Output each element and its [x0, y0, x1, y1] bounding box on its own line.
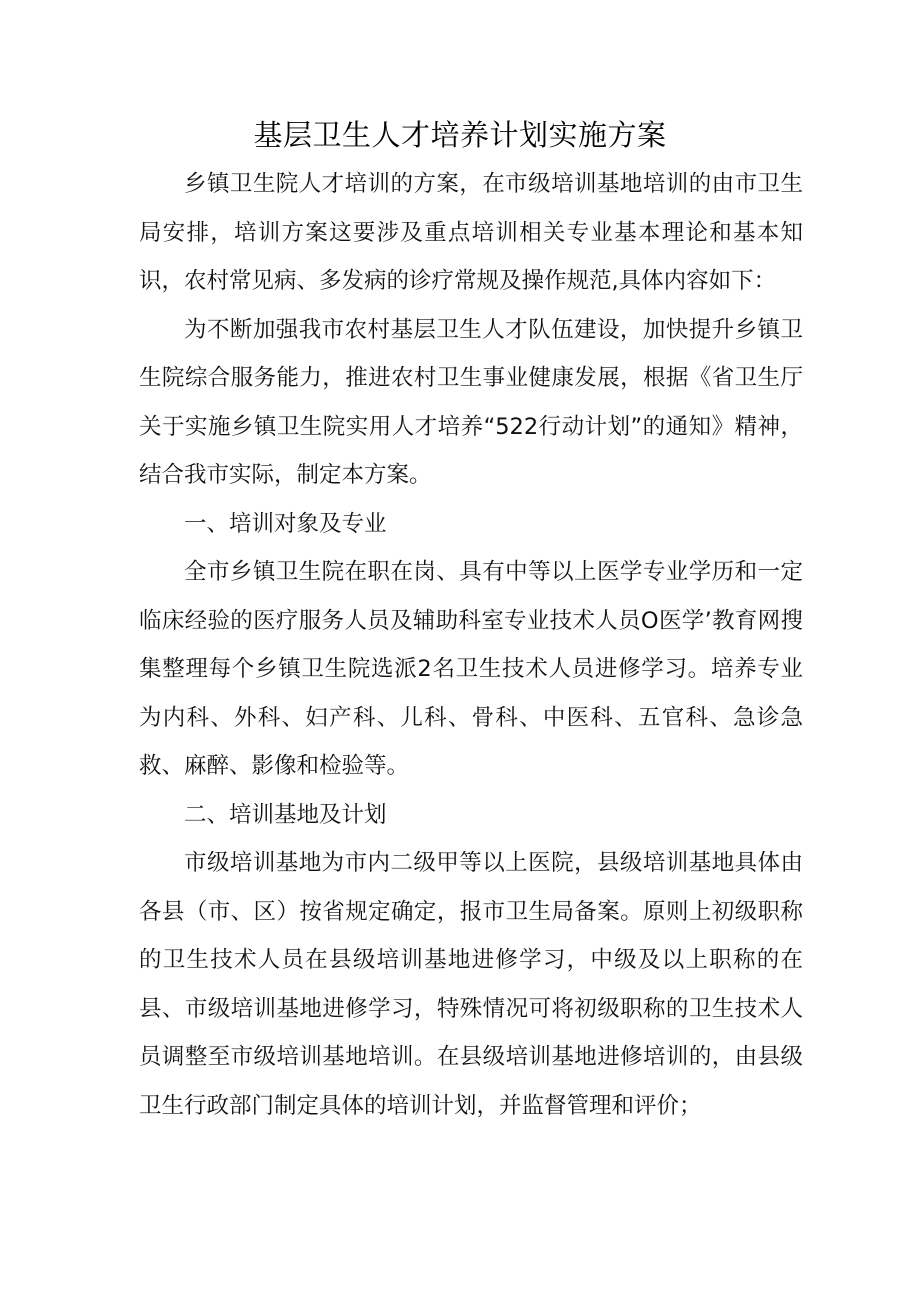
paragraph-intro: 乡镇卫生院人才培训的方案，在市级培训基地培训的由市卫生局安排，培训方案这要涉及重点培训相关专业基本理论和基本知识，农村常见病、多发病的诊疗常规及操作规范,具体内容如下： [139, 171, 803, 294]
paragraph-training-targets: 全市乡镇卫生院在职在岗、具有中等以上医学专业学历和一定临床经验的医疗服务人员及辅助科室专业技术人员O医学’教育网搜集整理每个乡镇卫生院选派2名卫生技术人员进修学习。培养专业为内科、外科、妇产科、儿科、骨科、中医科、五官科、急诊急救、麻醉、影像和检验等。 [139, 559, 803, 779]
section-heading-1: 一、培训对象及专业 [184, 510, 387, 537]
paragraph-training-bases: 市级培训基地为市内二级甲等以上医院，县级培训基地具体由各县（市、区）按省规定确定，报市卫生局备案。原则上初级职称的卫生技术人员在县级培训基地进修学习，中级及以上职称的在县、市级培训基地进修学习，特殊情况可将初级职称的卫生技术人员调整至市级培训基地培训。在县级培训基地进修培训的，由县级卫生行政部门制定具体的培训计划，并监督管理和评价； [139, 850, 803, 1119]
paragraph-background: 为不断加强我市农村基层卫生人才队伍建设，加快提升乡镇卫生院综合服务能力，推进农村卫生事业健康发展，根据《省卫生厅关于实施乡镇卫生院实用人才培养“522行动计划”的通知》精神，结合我市实际，制定本方案。 [139, 316, 803, 488]
document-body [139, 160, 803, 1130]
section-heading-2: 二、培训基地及计划 [184, 801, 387, 828]
document-title: 基层卫生人才培养计划实施方案 [253, 118, 667, 152]
